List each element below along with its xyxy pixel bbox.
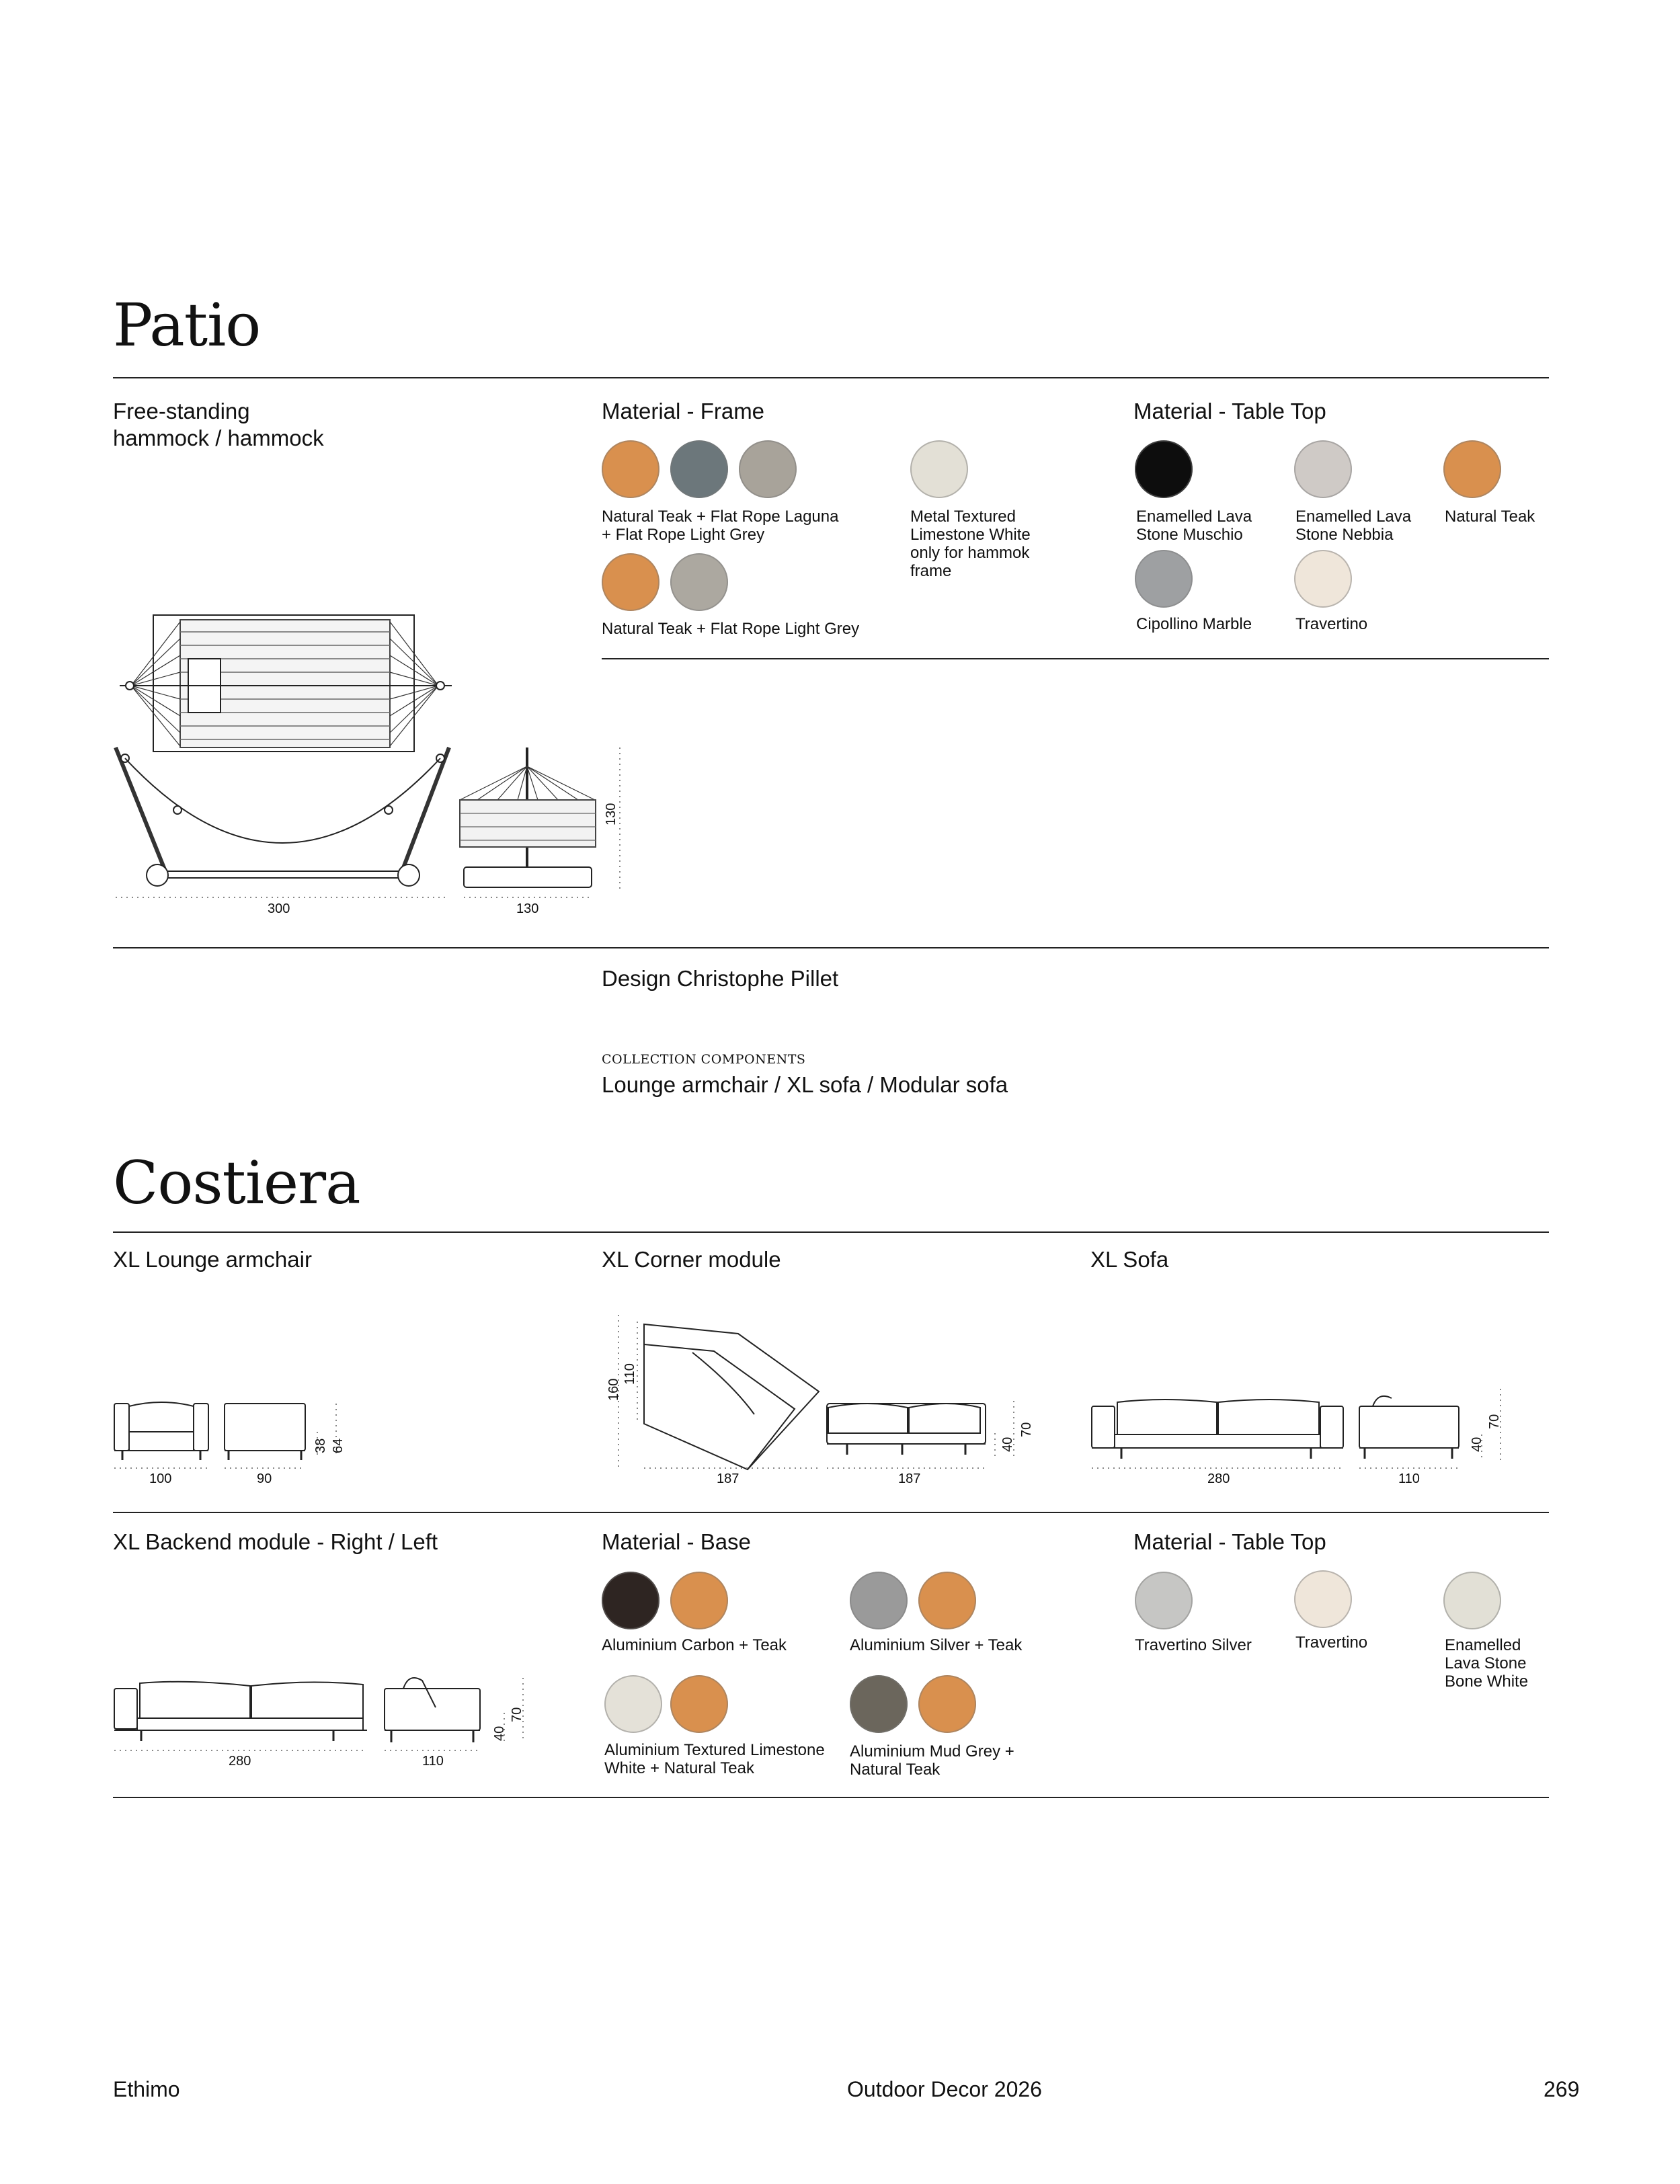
costiera-top-label-3: Enamelled Lava Stone Bone White	[1445, 1636, 1529, 1691]
swatch-flat-rope-light-grey[interactable]	[739, 440, 797, 498]
swatch-travertino-silver[interactable]	[1135, 1572, 1193, 1629]
armchair-dim-seat: 38	[313, 1438, 328, 1453]
corner-dim-depth-1: 160	[606, 1378, 621, 1401]
components-label: COLLECTION COMPONENTS	[602, 1052, 806, 1067]
divider	[113, 1797, 1549, 1798]
corner-dim-width-2: 187	[898, 1471, 921, 1486]
patio-frame-label-1: Natural Teak + Flat Rope Laguna + Flat Rope Light Grey	[602, 508, 839, 544]
section-title-patio: Patio	[113, 290, 261, 360]
swatch-lava-nebbia[interactable]	[1294, 440, 1352, 498]
sofa-dim-height: 70	[1487, 1414, 1502, 1429]
swatch-natural-teak-base-2[interactable]	[918, 1675, 976, 1733]
swatch-metal-limestone-white[interactable]	[910, 440, 968, 498]
swatch-aluminium-carbon[interactable]	[602, 1572, 659, 1629]
sofa-dim-depth: 110	[1398, 1471, 1420, 1486]
divider	[113, 947, 1549, 948]
base-label-2: Aluminium Silver + Teak	[850, 1636, 1023, 1654]
swatch-natural-teak-2[interactable]	[602, 553, 659, 611]
components-list: Lounge armchair / XL sofa / Modular sofa	[602, 1072, 1008, 1097]
divider	[602, 658, 1549, 659]
armchair-dim-depth: 90	[257, 1471, 272, 1486]
swatch-aluminium-silver[interactable]	[850, 1572, 908, 1629]
swatch-cipollino-marble[interactable]	[1135, 550, 1193, 608]
swatch-travertino-costiera[interactable]	[1294, 1570, 1352, 1628]
sofa-dim-seat: 40	[1470, 1437, 1484, 1452]
swatch-lava-bone-white[interactable]	[1443, 1572, 1501, 1629]
swatch-natural-teak-base[interactable]	[670, 1675, 728, 1733]
section-title-costiera: Costiera	[113, 1148, 360, 1217]
footer-brand: Ethimo	[113, 2077, 180, 2101]
corner-dim-seat: 40	[1000, 1437, 1015, 1452]
corner-dim-width-1: 187	[717, 1471, 739, 1486]
costiera-top-heading: Material - Table Top	[1133, 1529, 1326, 1554]
armchair-heading: XL Lounge armchair	[113, 1247, 312, 1272]
patio-frame-heading: Material - Frame	[602, 399, 765, 423]
patio-dim-height: 130	[604, 803, 618, 825]
divider	[113, 1231, 1549, 1233]
swatch-flat-rope-light-grey-2[interactable]	[670, 553, 728, 611]
armchair-dim-height: 64	[331, 1438, 346, 1453]
base-heading: Material - Base	[602, 1529, 751, 1554]
backend-heading: XL Backend module - Right / Left	[113, 1529, 438, 1554]
patio-dim-depth: 130	[516, 901, 539, 916]
patio-top-label-5: Travertino	[1295, 615, 1368, 633]
swatch-natural-teak-top[interactable]	[1443, 440, 1501, 498]
backend-dim-seat: 40	[492, 1726, 507, 1741]
base-label-4: Aluminium Mud Grey + Natural Teak	[850, 1742, 1014, 1779]
swatch-teak[interactable]	[670, 1572, 728, 1629]
swatch-flat-rope-laguna[interactable]	[670, 440, 728, 498]
patio-frame-label-3: Natural Teak + Flat Rope Light Grey	[602, 620, 860, 638]
patio-top-heading: Material - Table Top	[1133, 399, 1326, 423]
swatch-teak-2[interactable]	[918, 1572, 976, 1629]
costiera-top-label-2: Travertino	[1295, 1633, 1368, 1652]
patio-dim-width: 300	[268, 901, 290, 916]
divider	[113, 1512, 1549, 1513]
swatch-natural-teak[interactable]	[602, 440, 659, 498]
designer-credit: Design Christophe Pillet	[602, 966, 839, 991]
divider	[113, 377, 1549, 378]
patio-top-label-4: Cipollino Marble	[1136, 615, 1252, 633]
patio-top-label-2: Enamelled Lava Stone Nebbia	[1295, 508, 1412, 544]
patio-top-label-1: Enamelled Lava Stone Muschio	[1136, 508, 1252, 544]
corner-dim-height: 70	[1019, 1422, 1034, 1437]
backend-dim-width: 280	[229, 1754, 251, 1769]
footer-catalog: Outdoor Decor 2026	[847, 2077, 1042, 2101]
swatch-aluminium-limestone-white[interactable]	[604, 1675, 662, 1733]
sofa-heading: XL Sofa	[1090, 1247, 1169, 1272]
swatch-lava-muschio[interactable]	[1135, 440, 1193, 498]
base-label-1: Aluminium Carbon + Teak	[602, 1636, 787, 1654]
backend-dim-height: 70	[510, 1707, 524, 1722]
patio-top-label-3: Natural Teak	[1445, 508, 1535, 526]
costiera-top-label-1: Travertino Silver	[1135, 1636, 1252, 1654]
armchair-dim-width: 100	[149, 1471, 172, 1486]
footer-page-number: 269	[1544, 2077, 1580, 2101]
sofa-dim-width: 280	[1207, 1471, 1230, 1486]
corner-dim-depth-2: 110	[623, 1363, 637, 1385]
backend-dim-depth: 110	[422, 1754, 444, 1769]
corner-heading: XL Corner module	[602, 1247, 781, 1272]
patio-product-name: Free-standing hammock / hammock	[113, 399, 324, 450]
base-label-3: Aluminium Textured Limestone White + Natural Teak	[604, 1741, 825, 1777]
patio-frame-label-2: Metal Textured Limestone White only for hammok frame	[910, 508, 1031, 580]
swatch-aluminium-mud-grey[interactable]	[850, 1675, 908, 1733]
swatch-travertino[interactable]	[1294, 550, 1352, 608]
